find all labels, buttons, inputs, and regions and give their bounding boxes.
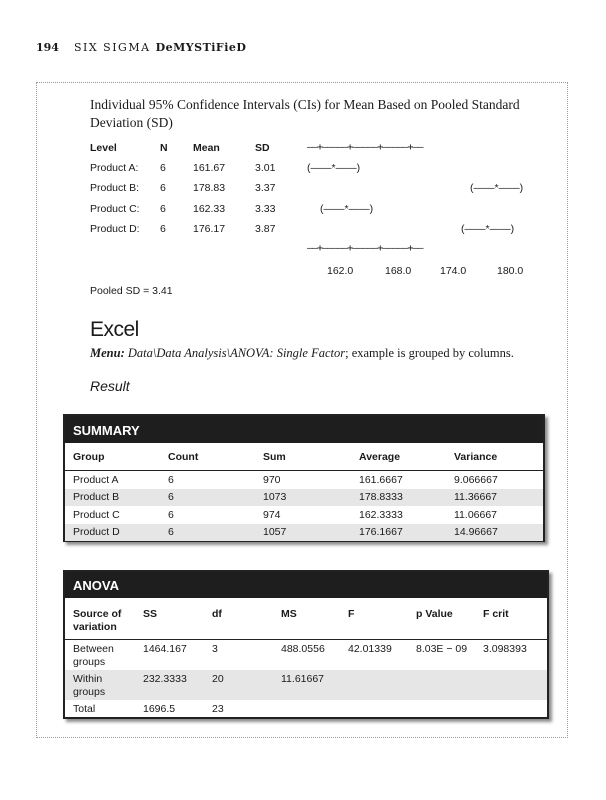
cell: 14.96667 (454, 525, 498, 538)
scale-line-bottom: ——+—————+—————+—————+—— (307, 243, 423, 254)
row-c-n: 6 (160, 203, 166, 215)
axis-tick-168: 168.0 (385, 265, 412, 277)
anova-col-ss: SS (143, 608, 158, 620)
cell: 42.01339 (348, 642, 392, 655)
col-n: N (160, 142, 168, 154)
row-d-level: Product D: (90, 223, 140, 235)
cell (475, 670, 547, 700)
anova-col-ms: MS (281, 608, 297, 620)
cell: 6 (168, 508, 174, 521)
cell: 11.36667 (454, 490, 498, 503)
row-a-mean: 161.67 (193, 162, 226, 174)
row-a-n: 6 (160, 162, 166, 174)
cell: 20 (212, 673, 224, 685)
cell: Product D (73, 525, 120, 538)
cell: 3 (212, 642, 218, 655)
row-b-n: 6 (160, 182, 166, 194)
row-b-interval: (——*——) (470, 182, 524, 194)
col-mean: Mean (193, 142, 220, 154)
anova-col-p-value: p Value (416, 608, 453, 620)
cell: 11.61667 (281, 673, 325, 685)
cell: 1464.167 (143, 642, 187, 655)
cell: 232.3333 (143, 673, 187, 685)
anova-header-row (65, 608, 547, 639)
cell: 6 (168, 525, 174, 538)
cell (408, 700, 475, 718)
book-title: SIX SIGMA (73, 41, 151, 54)
cell (408, 670, 475, 700)
table-row (65, 639, 547, 670)
cell: 974 (263, 508, 281, 521)
row-b-level: Product B: (90, 182, 140, 194)
menu-path: Data\Data Analysis\ANOVA: Single Factor (127, 346, 346, 360)
summary-table (63, 414, 545, 542)
cell: 488.0556 (281, 642, 325, 655)
ci-title: Individual 95% Confidence Intervals (CIs) for Mean Based on Pooled Standard Deviation (SD) (90, 97, 520, 130)
cell: 8.03E − 09 (416, 642, 468, 655)
summary-title: SUMMARY (65, 416, 543, 443)
row-c-mean: 162.33 (193, 203, 226, 215)
anova-table (63, 570, 549, 719)
axis-tick-174: 174.0 (440, 265, 467, 277)
pooled-sd: Pooled SD = 3.41 (90, 285, 173, 297)
cell: Product B (73, 490, 120, 503)
cell: Total (73, 703, 96, 715)
cell: 11.06667 (454, 508, 498, 521)
row-c-interval: (——*——) (320, 203, 374, 215)
cell: 162.3333 (359, 508, 403, 521)
table-row (65, 489, 543, 506)
cell: 161.6667 (359, 473, 403, 486)
summary-col-average: Average (359, 451, 401, 463)
anova-col-df: df (212, 608, 222, 620)
anova-col-source: Source of variation (73, 608, 122, 633)
result-label: Result (90, 378, 130, 394)
summary-header-row (65, 451, 543, 470)
cell: 1696.5 (143, 703, 176, 715)
cell: 970 (263, 473, 281, 486)
cell: 178.8333 (359, 490, 403, 503)
row-d-mean: 176.17 (193, 223, 226, 235)
table-row (65, 700, 547, 718)
cell: 176.1667 (359, 525, 403, 538)
cell: 6 (168, 490, 174, 503)
cell: 6 (168, 473, 174, 486)
row-b-sd: 3.37 (255, 182, 276, 194)
anova-title: ANOVA (65, 572, 547, 598)
scale-line-top: ——+—————+—————+—————+—— (307, 142, 423, 153)
cell: 3.098393 (483, 642, 527, 655)
cell: Product C (73, 508, 120, 521)
table-row (65, 470, 543, 489)
table-row (65, 670, 547, 700)
menu-note: ; example is grouped by columns. (345, 346, 514, 360)
menu-label: Menu: (90, 346, 125, 360)
cell (273, 700, 340, 718)
anova-col-f-crit: F crit (483, 608, 509, 620)
col-level: Level (90, 142, 117, 154)
page-number: 194 (36, 41, 59, 54)
cell: 9.066667 (454, 473, 498, 486)
summary-col-count: Count (168, 451, 199, 463)
cell: Between groups (73, 642, 114, 668)
summary-col-sum: Sum (263, 451, 286, 463)
menu-line (90, 346, 514, 361)
cell: Within groups (73, 673, 106, 698)
cell: Product A (73, 473, 119, 486)
cell (475, 700, 547, 718)
cell: 1057 (263, 525, 287, 538)
row-c-level: Product C: (90, 203, 140, 215)
row-a-level: Product A: (90, 162, 139, 174)
row-c-sd: 3.33 (255, 203, 276, 215)
summary-col-group: Group (73, 451, 105, 463)
row-a-interval: (——*——) (307, 162, 361, 174)
cell (340, 700, 408, 718)
summary-col-variance: Variance (454, 451, 498, 463)
excel-heading: Excel (90, 318, 139, 341)
row-d-sd: 3.87 (255, 223, 276, 235)
axis-tick-162: 162.0 (327, 265, 354, 277)
row-d-n: 6 (160, 223, 166, 235)
col-sd: SD (255, 142, 270, 154)
running-header (36, 41, 246, 54)
row-b-mean: 178.83 (193, 182, 226, 194)
row-a-sd: 3.01 (255, 162, 276, 174)
cell (340, 670, 408, 700)
table-row (65, 506, 543, 524)
cell: 1073 (263, 490, 287, 503)
anova-col-f: F (348, 608, 355, 620)
table-row (65, 524, 543, 541)
row-d-interval: (——*——) (461, 223, 515, 235)
cell: 23 (212, 703, 224, 715)
book-title-demystified: DeMYSTiFieD (155, 41, 247, 54)
axis-tick-180: 180.0 (497, 265, 524, 277)
